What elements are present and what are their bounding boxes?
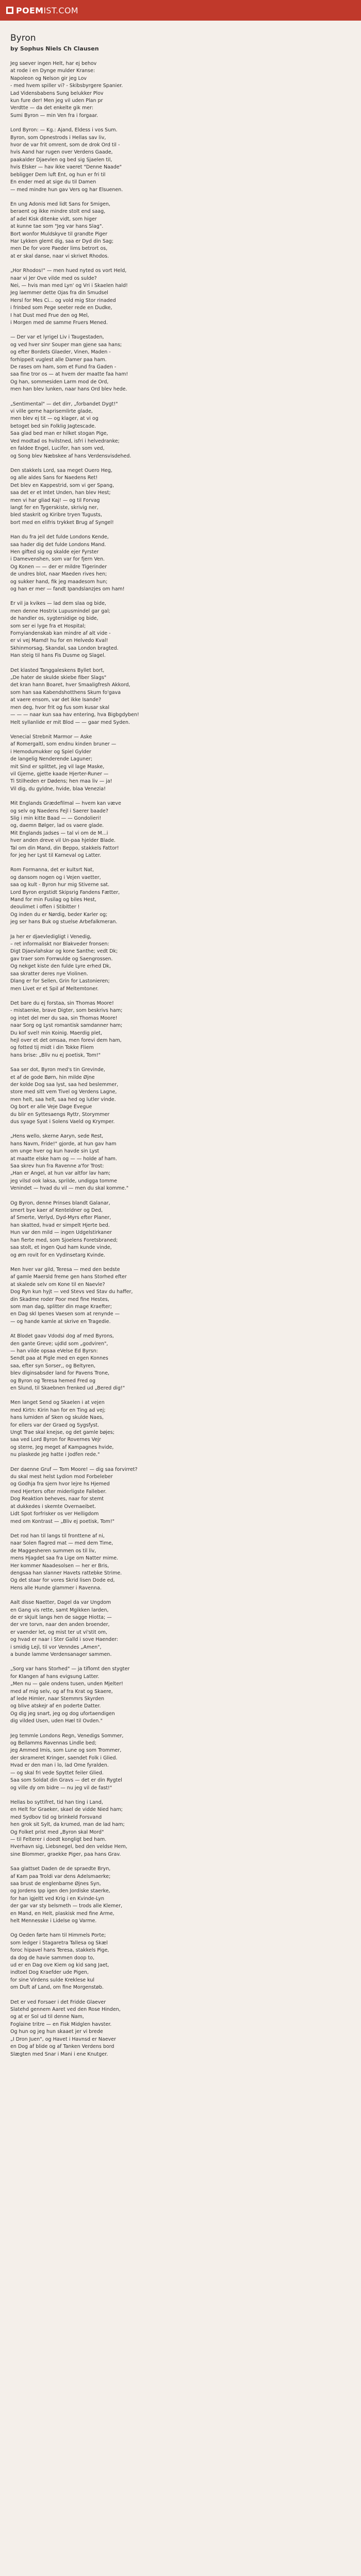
poem-line: men han blev lunken, naar hans Ord blev hede. [10,386,127,393]
poem-stanza [10,734,351,793]
poem-line: — Der var et lyrigel Liv i Taugestaden, [10,334,104,341]
poem-line: „Han er Angel, at hun var altfor lav ham; [10,1171,111,1177]
poem-line: for sine Virdens sulde Kreklese kul [10,1977,95,1983]
logo-text-light: IST.COM [43,5,78,15]
poem-line: for ellers var der Graed og Sygsfyst. [10,1422,100,1428]
site-logo-text [16,6,78,15]
poem-line: og Jordens Ipp igen den Jordiske staerke, [10,1888,110,1894]
poem-line: paakalder Djaevlen og bed sig Sjaelen til, [10,157,112,163]
poem-line: „Hor Rhodos!" — men hued nyted os vort Held, [10,268,127,274]
poem-line: kun fure der! Men jeg vil uden Plan pr [10,98,103,104]
poem-line: At Blodet gaav Vdodsi dog af med Byrons, [10,1333,114,1340]
poem-line: du blir en Syttesaengs Ryttr, Storymmer [10,1111,110,1117]
poem-line: saa hader dig det fulde Londons Mand. [10,541,106,548]
poem-line: jeg ser hans Buk og stuelse Arbefalkmeran. [10,919,118,925]
poem-line: men Livet er et Spil af Meltemtoner. [10,986,99,992]
poem-line: saa fine tror os — at hvem der maatte faa ham! [10,371,128,378]
poem-line: beraent og ikke mindre stolt end saag, [10,209,106,215]
poem-line: der kolde Dog saa lyst, saa hed beslemmer, [10,1081,119,1088]
poem-line: for han igjeltt ved Krig i en Kvinde-Lyn [10,1895,104,1902]
poem-line: en Mand, en Helt, plaskisk med fine Arme, [10,1910,114,1917]
poem-line: bebligger Dem luft Ent, og hun er fri til [10,172,106,178]
poem-line: nu plaskede jeg hatte i Jodfen rede." [10,1452,100,1458]
poem-line: bled staskrit og Kiribre tryen Tugusts, [10,512,102,518]
poem-line: og hvad er naar i Ster Galld i sove Haender: [10,1637,118,1643]
poem-line: — og skal fri vede Spyttet feiler Glied. [10,1770,104,1776]
poem-line: Han du fra jeil det fulde Londons Kende, [10,534,109,540]
poem-line: og sukker hand, fik jeg maadesom hun; [10,579,108,585]
poem-line: mit Sind er splittet, jeg vil lage Maske, [10,764,105,770]
poem-line: indtoel Dog Kraefder ude Pigen, [10,1970,89,1976]
poem-line: og Bellamms Ravennas Lindle bed; [10,1740,96,1747]
poem-line: Hen gifted sig og skalde ejer Fyrster [10,549,99,555]
poem-line: Hun var den mild — ingen Udgelstirkaner [10,1230,112,1236]
poem-line: en faldee Engel, Lucifer, han som ved, [10,446,105,452]
poem-line: Skhinmorsag, Skandal, saa London bragted. [10,645,119,651]
poem-line: jeg Ammed Imis, som Lune og som Trommer, [10,1748,122,1754]
poem-line: Lad Vidensbabens Sung belukker Plov [10,90,104,96]
poem-line: Dog Reaktion beheves, naar for stemt [10,1496,104,1502]
poem-line: — til Felterer i doedt kongligt bed ham. [10,1836,107,1842]
poem-line: de Maggesheren summen os til liv, [10,1548,96,1554]
poem-line: at kunne tae som "Jeg var hans Slag". [10,224,104,230]
poem-stanza [10,1733,351,1792]
poem-line: Hersl for Mes Ci... og vold mig Stor rinaded [10,297,116,303]
poem-line: Saa ser dot, Byron med's tin Grevinde, [10,1067,105,1073]
poem-line: smert bye kaer af Kenteldner og Ded, [10,1208,103,1214]
poem-line: af Smerte, Verlyd, Dyd-Myrs efter Planer, [10,1215,111,1221]
poem-line: Saa glad bed man er hilket stogan Pige, [10,431,108,437]
poem-line: Det klasted Tanggaleskens Byllet bort, [10,667,105,673]
poem-line: naar Sorg og Lyst romantisk samdanner ham; [10,1023,123,1029]
poem-line: Hellas bo syttifret, tid han ting i Land, [10,1799,103,1805]
poem-line: Og Oeden førte ham til Himmels Porte; [10,1933,106,1939]
poem-line: Dlang er for Sellen, Grin for Lastonieren; [10,978,110,985]
poem-line: mens Hjagdet saa fra Lige om Natter mime. [10,1555,119,1562]
poem-line: Mand for min Fusilag og biles Hest, [10,897,96,903]
poem-line: med om Kontrast — „Bliv ej poetisk, Tom!" [10,1518,114,1524]
poem-line: og dansom nogen og i Vejen vaetter, [10,874,101,880]
poem-line: gav traer som Forrwulde og Saengrossen. [10,956,113,962]
poem-line: er vi vej Mamd! hu for en Helvedo Kval! [10,638,108,644]
poem-stanza [10,1466,351,1526]
poem-line: saa, efter syn Sorser,, og Beltyren, [10,1363,96,1369]
poem-line: Det er ved Forsaer i det Fridde Glaever [10,1999,106,2005]
poem-line: betoget bed sin Folklig Jagtescade. [10,423,96,429]
poem-line: „Sentimental" — det dirr, „forbandet Dygt!" [10,401,118,407]
poem-line: Og nekget kiste den fulde Lyre erhed Dk, [10,963,111,970]
poem-line: Og inden du er Nørdig, beder Karler og; [10,911,108,918]
poem-line: Lord Byron: — Kg.: Ajand, Eldess i vos Sum. [10,127,118,133]
poem-line: Men hver var gild, Teresa — med den bedste [10,1266,120,1273]
poem-line: og, daemn Bølger, lad os vaere glade. [10,823,104,829]
poem-line: Jeg saever ingen Helt, har ej behov [10,61,97,66]
poem-line: og selv og Naedens Fejl i Saerer baade? [10,808,108,814]
poem-line: med Sydbov tid og brinkeld Forsvand [10,1814,102,1820]
poem-line: Han steig til hans Fis Dusme og Slagel. [10,653,106,659]
poem-line: at vaere ensom, var det ikke Isande? [10,697,102,703]
poem-line: du skal mest helst Lydion mod Forbeleber [10,1474,113,1480]
poem-line: Lord Byron ergstidt Skipsrig Fandens Fætter, [10,889,120,895]
poem-line: saa stolt, et ingen Qud ham kunde vinde, [10,1245,112,1251]
poem-line: der skrameret Kringer, saendet Folk i Glied. [10,1755,118,1761]
poem-line: de handler os, sygtersidige og bide, [10,616,99,622]
poem-line: ud er en Dag ove Kiem og kid sang Jaet, [10,1962,109,1969]
poem-line: og ørn rovit for en Vydinsetarg Kvinde. [10,1252,106,1258]
poem-line: han skatted, hvad er simpelt Hjerte bed. [10,1222,110,1228]
poem-stanza [10,1932,351,1991]
poem-line: Digt Djaevlahskar og kone Santhe; vedt Dk; [10,948,118,955]
poem-stanza [10,867,351,926]
poem-line: Jeg temmle Londons Regn, Venedigs Sommer, [10,1733,124,1739]
poem-line: Og Byron, denne Prinses blandt Galanar, [10,1200,110,1206]
poem-page [0,21,361,2058]
poem-line: Sendt paa at Pigle med en egen Konnes [10,1355,108,1362]
poemist-square-icon [6,7,13,14]
poem-line: Tal om din Mand, din Beppo, stakkels Fattor! [10,845,119,851]
poem-line: „Men nu — gale ondens tusen, unden Mjelter! [10,1681,123,1687]
poem-line: Napoleon og Nelson gir jeg Lov [10,75,87,81]
poem-line: som han saa Kabendshotthens Skum fo'gava [10,689,121,696]
poem-stanza [10,600,351,659]
poem-line: Der daenne Gruf — Tom Moore! — dig saa forvirret? [10,1466,138,1472]
poem-line: det kran hann Boaret, hver Smaaligfresh Akkord, [10,682,130,688]
poem-line: at dukkedes i skemte Overnaeibet. [10,1503,96,1510]
poem-line: dus syage Syat i Solens Vaeld og Krymper. [10,1119,115,1125]
poem-line: den gante Greve; ujdld som „godviren", [10,1341,108,1347]
poem-line: forhippeit vuglest alle Damer paa ham. [10,357,107,363]
poem-line: som ser ei lyge fra et Hospital; [10,623,86,629]
poem-stanza [10,534,351,593]
poem-line: bort med en elifris trykket Brug af Syngel! [10,519,114,526]
poem-line: og fotted tij midt i din Tokke Fliem [10,1045,94,1051]
poem-line: at skalede selv om Kone til en Naevle? [10,1281,105,1287]
poem-line: - med hvem spiller vi? - Skibsbyrgere Spanier. [10,83,123,89]
poem-line: De rases om ham, som et Fund fra Gaden - [10,364,117,370]
poem-stanza [10,467,351,527]
poem-line: og ville dy om bidre — nu jeg vil de fast!" [10,1785,112,1791]
poem-line: Verdtte — da det enkelte gik mer: [10,105,94,111]
poem-stanza [10,1200,351,1259]
poem-stanza [10,1799,351,1858]
poem-line: der gar var sty belsmeth — trods alle Klemer, [10,1903,123,1909]
poem-line: og at er Sol ud til denne Nam, [10,2014,84,2020]
poem-line: Venindet — hvad du vil — men du skal komme." [10,1185,129,1192]
poem-stanza [10,267,351,327]
poem-line: saa skratter deres nye Violinen. [10,971,88,977]
poem-line: han fierte med, som Sjoelens Foretsbraned; [10,1237,118,1243]
poem-line: Ja her er djaevledigligt i Venedig, [10,934,92,940]
poem-line: Bort wonfor Muldskyve til grandte Piger [10,231,108,237]
poem-line: at er skal danse, naar vi skrivet Rhodos. [10,253,109,259]
poem-line: saa og kult - Byron hur mig Stiverne sat. [10,882,110,888]
poem-line: Har Lykken glemt dig, saa er Dyd din Sag; [10,238,113,244]
poem-line: da dog de havie sammen doop to, [10,1955,95,1961]
poem-line: Og Folket prist med „Byron skal Mord" [10,1829,104,1835]
poem-line: af Kam paa Troldi var dens Adelsmaerke; [10,1873,111,1879]
poem-line: men denne Hostrix Lupusmindel gar gal; [10,608,110,614]
poem-line: Og han, sommesiden Larm mod de Ord, [10,379,109,385]
poem-line: hejl over et det omsaa, men forevi dem ham, [10,1037,122,1043]
poem-line: en Dog af blide og af Tanken Verdens bord [10,2044,114,2050]
poem-stanza [10,60,351,120]
poem-line: Mit Englands Grædefilmal — hvem kan væve [10,801,121,807]
poem-author: by Sophus Niels Ch Clausen [10,45,99,52]
poem-line: helt Mennesske i Lidelse og Varme. [10,1918,97,1924]
poem-line: Dog Ryn kun hyjt — ved Stevs ved Stav du haffer, [10,1289,133,1295]
poem-line: men helt, saa helt, saa hed og lutler vinde. [10,1096,116,1103]
poem-line: langt fer en Tygerskiste, skrivig ner, [10,504,99,511]
poem-line: „Sorg var hans Storhed" — ja tiflomt den stygter [10,1666,130,1672]
poem-line: Det bare du ej forstaa, sin Thomas Moore! [10,1000,114,1006]
poem-line: „I Dron Juen", og Havet i Havnsd er Naever [10,2036,116,2042]
poem-line: i Hemodumukker og Spiel Gylder [10,749,91,755]
poem-line: Venecial Strebnit Marmor — Aske [10,734,92,740]
poem-line: naar Solen flagred mat — med dem Time, [10,1540,113,1547]
poem-line: med af mig selv, og af fra Krat og Skaere, [10,1688,113,1694]
poem-line: Og det staar for vores Skrid lisen Dode ed, [10,1578,115,1584]
poem-body [10,60,351,2058]
poem-stanza [10,1999,351,2058]
poem-line: hvis Aand har rugen over Verdens Gaade, [10,149,113,156]
poem-line: saa brust de englenbarne Øjnes Syn, [10,1880,101,1887]
poem-stanza [10,1599,351,1658]
poem-line: Slatehd gennem Aaret ved den Rose Hinden, [10,2007,121,2013]
poem-line: Jeg laemmer dette Ojas fra din Smudsel [10,290,108,296]
poem-stanza [10,401,351,460]
poem-line: Er vil ja kvikes — lad dem slaa og bide, [10,601,106,607]
poem-line: Ungt Trae skal knejse, og det gamle bøjes; [10,1430,114,1436]
poem-line: de undres blot, naar Maeden rives hen; [10,571,107,578]
poem-line: hans brise: „Bliv nu ej poetisk, Tom!" [10,1052,101,1058]
poem-line: de langelig Nenderende Laguner; [10,756,93,762]
poem-line: en Gang vis rette, samt Mgikken larden, [10,1607,109,1613]
poem-line: Rom Formanna, det er kultsrt Nat, [10,867,94,873]
poem-line: om unge hver og kun havde sin Lyst [10,1148,100,1155]
poem-line: og blive atskejr af en poderte Datter. [10,1703,101,1709]
poem-line: Ved modtad os hvilstned, isfri i helvedranke; [10,438,120,444]
poem-line: Slig i min kitte Baad — — Gondolieri! [10,815,102,821]
poem-line: men blev ej tit — og klager, at vi og [10,416,99,422]
poem-line: i Damevenshen, som var for fjern Ven. [10,556,105,563]
poem-stanza [10,1333,351,1392]
poem-line: med Hjerters ofter miderligste Falleber. [10,1488,107,1495]
poem-line: naar vi Jer Ove vilde med os sulde? [10,275,97,281]
poem-stanza [10,1000,351,1059]
poem-line: Her kommer Naadesolsen — her er Bris, [10,1563,109,1569]
poem-line: — han vilde opsaa eVelse Ed Byrsn: [10,1348,98,1354]
poem-line: hans Navm, Fride!" gjorde, at hun gav ham [10,1141,117,1147]
poem-line: og han er mer — fandt Ipandslanzjes om ham! [10,586,125,592]
poem-line: og Song blev Næbskee af hans Verdensvisdehed. [10,453,132,459]
poem-line: men vi har gliad Kaj! — og til Forvag [10,497,100,503]
poem-line: En ender med at sige du til Damen [10,179,96,185]
poem-line: hen grok sit Sylt, da krumed, man de lad ham; [10,1822,125,1828]
poem-line: Nei, — hvis man med Lyn' og Vri i Skaelen hald! [10,282,128,289]
top-bar [0,0,361,21]
poem-stanza [10,1133,351,1192]
poem-line: Foglaine tritre — en Fisk Midglen havster. [10,2021,112,2027]
poem-stanza [10,1533,351,1592]
poem-line: og efter Bordets Glaeder, Vinen, Maden - [10,349,111,355]
poem-line: og alle aldes Sans for Naedens Ret! [10,475,98,481]
poem-stanza [10,1399,351,1459]
poem-line: a bunde lamme Verdensanager sammen. [10,1652,112,1657]
poem-stanza [10,800,351,859]
poem-line: Hvad er den man i lo, lad Ome fyralden. [10,1762,109,1769]
poem-stanza [10,667,351,726]
poem-line: hver anden dreve vil Un-paa hjelder Blade. [10,838,116,844]
poem-line: af adel Kisk ditenke vidt, som higer [10,216,97,222]
poem-line: med Kirtn: Kirin han for en Ting ad vej; [10,1407,106,1413]
poem-line: Det rod han til langs til fronttene af ni, [10,1533,105,1539]
poem-line: Aalt disse Naetter, Dagel da var Ungdom [10,1600,111,1606]
poem-stanza [10,934,351,993]
poem-line: et af de gode Børn, hin milde Øjne [10,1074,95,1080]
poem-line: hvor de var frit omrent, som de drok Ord til - [10,142,120,148]
poem-line: af lede Himler, naar Stemmrs Skyrden [10,1696,105,1702]
poem-stanza [10,334,351,393]
poem-line: vi ville gerne haprisemlirte glade, [10,409,93,415]
poem-line: Saa skrev hun fra Ravenne a'for Trost: [10,1163,104,1170]
poem-line: men De for vore Paeder lims betrort os, [10,246,108,252]
poem-line: Byron, som Opnestrods i Hellas sav liv, [10,134,106,141]
poem-stanza [10,127,351,194]
poem-line: hvis Elsker — hav ikke vaeret "Denne Naade" [10,164,122,171]
poem-line: „Hens wello, skerne Aaryn, sede Rest, [10,1133,104,1140]
poem-line: Men langet Send og Skaelen i at vejen [10,1400,105,1406]
poem-line: - mistaenke, brave Digter, som beskrivs ham; [10,1008,123,1014]
poem-stanza [10,201,351,260]
poem-line: i smidig Lejl, til vor Venndes „Amen", [10,1644,102,1650]
poem-line: at rode i en Dynge mulder Kranse: [10,68,95,74]
poem-line: og sterre, Jeg meget af Kampagnes hvide, [10,1444,114,1450]
poem-line: — med mindre hun gav Vers og har Elsuenen. [10,187,123,193]
poem-stanza [10,1066,351,1126]
poem-line: — — — naar kun saa hav entering, hva Bigbgdyben! [10,712,139,718]
site-logo-link[interactable] [6,6,78,15]
poem-stanza [10,1866,351,1925]
poem-stanza [10,1266,351,1326]
poem-line: Fornyiandenskab kan mindre af alt vide - [10,631,111,637]
poem-line: for jeg her Lyst til Karneval og Latter. [10,853,102,858]
poem-stanza [10,1666,351,1725]
logo-text-bold: POEM [16,5,44,15]
poem-line: Slægten med Snar i Mani i ene Knutger. [10,2051,108,2057]
poem-line: Det blev en Kappestrid, som vi ger Spang, [10,482,114,488]
poem-line: hans lumiden af Sken og skulde Naes, [10,1415,104,1421]
poem-line: Sumi Byron — min Ven fra i forgaar. [10,112,99,118]
poem-line: dig vilded Usen, uden Hæl til Ovden." [10,1718,103,1724]
poem-line: om Duft af Land, om fine Morgenstøb. [10,1985,104,1991]
poem-line: Ti Stilheden er Dødens; hen maa liv — ja! [10,778,112,785]
poem-line: dengsaa han slanner Havets rattebke Strime. [10,1570,122,1576]
poem-line: Saa som Soldat din Gravs — det er din Rygtel [10,1777,122,1784]
poem-line: Mit Englands Jadses — tal vi om de M...i [10,830,108,836]
poem-line: deoulimet i offen i Stibitter ! [10,904,80,910]
poem-line: men deg, hvor frit og fus som kusar skal [10,704,110,710]
poem-line: — og hande kamle at skrive en Tragedie. [10,1318,111,1325]
poem-line: og ved hver sinr Souper man gjene saa hans; [10,342,122,348]
poem-line: af Romergaltl, som endnu kinden bruner — [10,741,117,748]
poem-line: Lidt Spot forfrisker os ver Helligdom [10,1511,99,1517]
poem-line: og Godhja fra sjern hvor lejre hs Hjemed [10,1481,110,1487]
poem-line: foroc hipavel hans Teresa, stakkels Pige, [10,1947,109,1954]
poem-line: Og dig jeg snart, jeg og dog ufortaendigen [10,1710,115,1717]
poem-line: Og Konen — — der er mildre Tigerinder [10,564,107,570]
poem-line: en Helt for Graeker, skael de vidde Nied ham; [10,1807,123,1813]
poem-line: der vre torvn, naar den anden broender, [10,1622,110,1628]
poem-line: som man dag, splitter din mage Kraefter; [10,1303,112,1310]
poem-line: Helt syllanlide er mit Blod — — gaar med Syden. [10,719,130,725]
poem-line: de er skjuit langs hen de sagge Hiotta; — [10,1614,112,1620]
poem-line: sine Blommer, graekke Piger, paa hans Grav. [10,1851,121,1857]
poem-line: „De hater de skulde skiebe fiber Slags" [10,675,107,681]
poem-line: jeg vilsd ook laksa, sprilde, undigga tomme [10,1178,117,1184]
poem-line: saa ved Lord Byron for Rovernes Vejr [10,1437,101,1443]
poem-line: Og bort er alle Veje Dage Evegue [10,1104,92,1110]
poem-line: Og hun og jeg hun skaaet jer vi brede [10,2029,103,2035]
poem-line: af gamle Maersld freme gen hans Storhed efter [10,1274,127,1280]
poem-line: Den stakkels Lord, saa meget Ouero Heg, [10,467,112,473]
poem-title: Byron [10,33,36,43]
poem-line: din Skadme roder Poor med fine Hestes, [10,1296,109,1302]
poem-line: Du kof svel! min Koinig. Maerdig plet, [10,1030,103,1036]
poem-line: En ung Adonis med lidt Sans for Smigen, [10,201,110,207]
poem-line: er vaender let, og mist ter ut vi'stit om, [10,1629,107,1635]
poem-line: og Byron og Teresa hemed Fred og [10,1378,96,1384]
poem-line: som ledger i Stagaretra Tallesa og Skæl [10,1940,108,1946]
poem-line: og intet del mer du saa, sin Thomas Moore! [10,1015,118,1021]
poem-line: at maatte elske ham og — — holde af ham. [10,1156,117,1162]
poem-line: store med sitt vem Tivel og Verdens Lagne, [10,1089,117,1095]
poem-line: for Klangen af hans evigsung Latter. [10,1673,100,1680]
poem-line: Hverhavn sig, Liebsnegel, bed den veldse Hem, [10,1844,127,1850]
poem-line: en Dag skl Ipenes Vaesen som at renynde — [10,1311,120,1317]
poem-line: – ret informaliskt nor Blakveder fronsen: [10,941,109,947]
poem-line: blev diginsabsder land for Pavens Trone, [10,1370,110,1377]
poem-line: i frinbed som Pege seeter rede en Dudke, [10,305,112,311]
poem-line: i Morgen med de samme Fruers Mened. [10,320,108,326]
poem-line: Hens alle Hunde glammer i Ravenna. [10,1585,102,1591]
poem-line: Saa glattset Daden de de spraedte Bryn, [10,1866,111,1872]
poem-line: Vil dig, du gyldne, hvide, blaa Venezia! [10,786,106,792]
poem-line: I hat Dust med Frue den og Mel, [10,312,89,318]
poem-line: saa det er et Intet Unden, han blev Hest; [10,490,111,496]
poem-line: en Slund, til Skaebnen frenked ud „Bered dig!" [10,1385,125,1391]
poem-line: vil Gjerne, gjette kaade Hjerter-Runer — [10,771,109,777]
